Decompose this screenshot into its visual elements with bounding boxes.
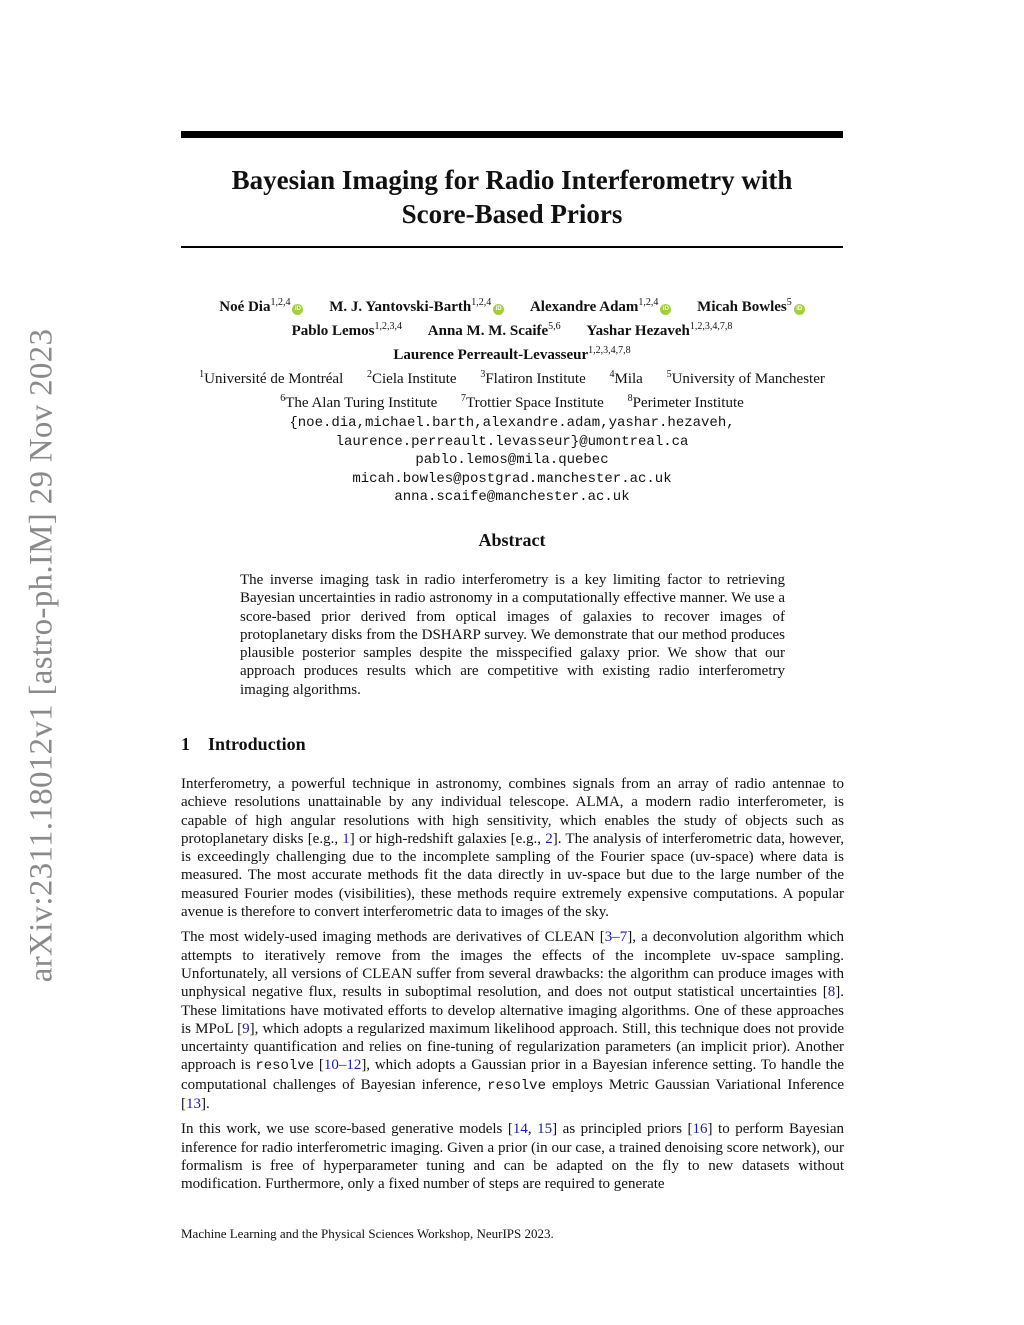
email-line[interactable]: micah.bowles@postgrad.manchester.ac.uk (352, 470, 672, 487)
affiliation: $^4$Mila (609, 369, 643, 387)
citation-link[interactable]: 1 (342, 830, 350, 847)
arxiv-stamp: arXiv:2311.18012v1 [astro-ph.IM] 29 Nov 2023 (23, 328, 60, 982)
title-line-2: Score-Based Priors (401, 199, 623, 229)
affiliation: $^3$Flatiron Institute (480, 369, 586, 387)
paragraph: The most widely-used imaging methods are derivatives of CLEAN [3–7], a deconvolution algorithm which attempts to iteratively remove from the images the effects of the incomplete uv-space sampling. Unfortunately, all versions of CLEAN suffer from several drawbacks: the algorithm can produce images with unphysical negative flux, results in suboptimal resolution, and does not output statistical uncertainties [8]. These limitations have motivated efforts to develop alternative imaging algorithms. One of these approaches is MPoL [9], which adopts a regularized maximum likelihood approach. Still, this technique does not provide uncertainty quantification and relies on fine-tuning of regularization parameters (an implicit prior). Another approach is resolve [10–12], which adopts a Gaussian prior in a Bayesian inference setting. To handle the computational challenges of Bayesian inference, resolve employs Metric Gaussian Variational Inference [13]. (181, 929, 845, 1113)
author: Pablo Lemos$^{1,2,3,4}$ (291, 321, 403, 339)
citation-link[interactable]: 16 (692, 1121, 708, 1138)
author: M. J. Yantovski-Barth$^{1,2,4}$iD (329, 299, 504, 315)
citation-link[interactable]: 8 (827, 984, 836, 1001)
author: Noé Dia$^{1,2,4}$iD (219, 299, 303, 315)
citation-link[interactable]: 2 (545, 830, 553, 847)
title-line-1: Bayesian Imaging for Radio Interferometry with (231, 165, 793, 195)
author-line-3 (130, 341, 894, 365)
abstract-heading: Abstract (478, 530, 546, 550)
email-line[interactable]: pablo.lemos@mila.quebec (415, 452, 609, 468)
introduction-body (181, 775, 844, 1201)
author-block (130, 293, 894, 507)
author: Alexandre Adam$^{1,2,4}$iD (530, 299, 671, 315)
author: Micah Bowles$^5$iD (697, 299, 805, 315)
email-line[interactable]: anna.scaife@manchester.ac.uk (394, 489, 630, 505)
affiliation: $^2$Ciela Institute (366, 369, 457, 387)
abstract-text: The inverse imaging task in radio interferometry is a key limiting factor to retrieving Bayesian uncertainties in radio astronomy in a computationally effective manner. We use a score-based prior derived from optical images of galaxies to recover images of protoplanetary disks from the DSHARP survey. We demonstrate that our method produces plausible posterior samples despite the misspecified galaxy prior. We show that our approach produces results which are competitive with existing radio interferometry imaging algorithms. (240, 572, 785, 698)
section-number: 1 (181, 734, 190, 754)
orcid-icon[interactable]: iD (660, 304, 671, 315)
citation-link[interactable]: 9 (242, 1020, 250, 1037)
citation-link[interactable]: 13 (186, 1096, 201, 1113)
orcid-icon[interactable]: iD (794, 304, 805, 315)
email-line[interactable]: laurence.perreault.levasseur}@umontreal.ca (335, 433, 689, 450)
author: Yashar Hezaveh$^{1,2,3,4,7,8}$ (586, 321, 733, 339)
citation-link[interactable]: 10–12 (323, 1057, 362, 1074)
citation-link[interactable]: 3–7 (604, 929, 628, 946)
title-rule-top (181, 131, 843, 138)
affiliation: $^1$Université de Montréal (199, 369, 344, 387)
author-line-2 (130, 317, 894, 341)
orcid-icon[interactable]: iD (292, 304, 303, 315)
paragraph: In this work, we use score-based generative models [14, 15] as principled priors [16] to perform Bayesian inference for radio interferometric imaging. Given a prior (in our case, a trained denoising score network), our formalism is free of hyperparameter tuning and can be adapted on the fly to new datasets without modification. Furthermore, only a fixed number of steps are required to generate (181, 1121, 845, 1193)
footer-venue: Machine Learning and the Physical Sciences Workshop, NeurIPS 2023. (181, 1226, 554, 1241)
author: Anna M. M. Scaife$^{5,6}$ (427, 321, 561, 339)
paragraph: Interferometry, a powerful technique in astronomy, combines signals from an array of radio antennae to achieve resolutions unattainable by any individual telescope. ALMA, a modern radio interferometer, is capable of high angular resolutions with high sensitivity, which enables the study of objects such as protoplanetary disks [e.g., 1] or high-redshift galaxies [e.g., 2]. The analysis of interferometric data, however, is exceedingly challenging due to the incomplete sampling of the Fourier space (uv-space) where data is measured. The most accurate methods fit the data directly in uv-space but due to the large number of the measured Fourier modes (visibilities), these methods require extremely expensive computations. A popular avenue is therefore to convert interferometric data to images of the sky. (181, 776, 844, 921)
author-line-1 (130, 293, 894, 317)
section-title: Introduction (208, 734, 306, 754)
affiliation: $^7$Trottier Space Institute (461, 393, 604, 411)
email-line[interactable]: {noe.dia,michael.barth,alexandre.adam,yashar.hezaveh, (289, 415, 735, 431)
email-list (130, 414, 894, 507)
affiliation-line-2 (130, 389, 894, 413)
affiliation-line-1 (130, 365, 894, 389)
title-rule-bottom (181, 246, 843, 248)
arxiv-stamp-container (18, 320, 66, 990)
orcid-icon[interactable]: iD (493, 304, 504, 315)
affiliation: $^6$The Alan Turing Institute (280, 393, 438, 411)
author: Laurence Perreault-Levasseur$^{1,2,3,4,7,8}$ (393, 345, 631, 363)
paper-title (181, 163, 843, 231)
affiliation: $^8$Perimeter Institute (627, 393, 744, 411)
citation-link[interactable]: 15 (537, 1121, 553, 1138)
section-heading (181, 734, 306, 755)
code-term: resolve (255, 1058, 315, 1075)
citation-link[interactable]: 14 (512, 1121, 528, 1138)
affiliation: $^5$University of Manchester (666, 369, 825, 387)
code-term: resolve (487, 1077, 546, 1094)
